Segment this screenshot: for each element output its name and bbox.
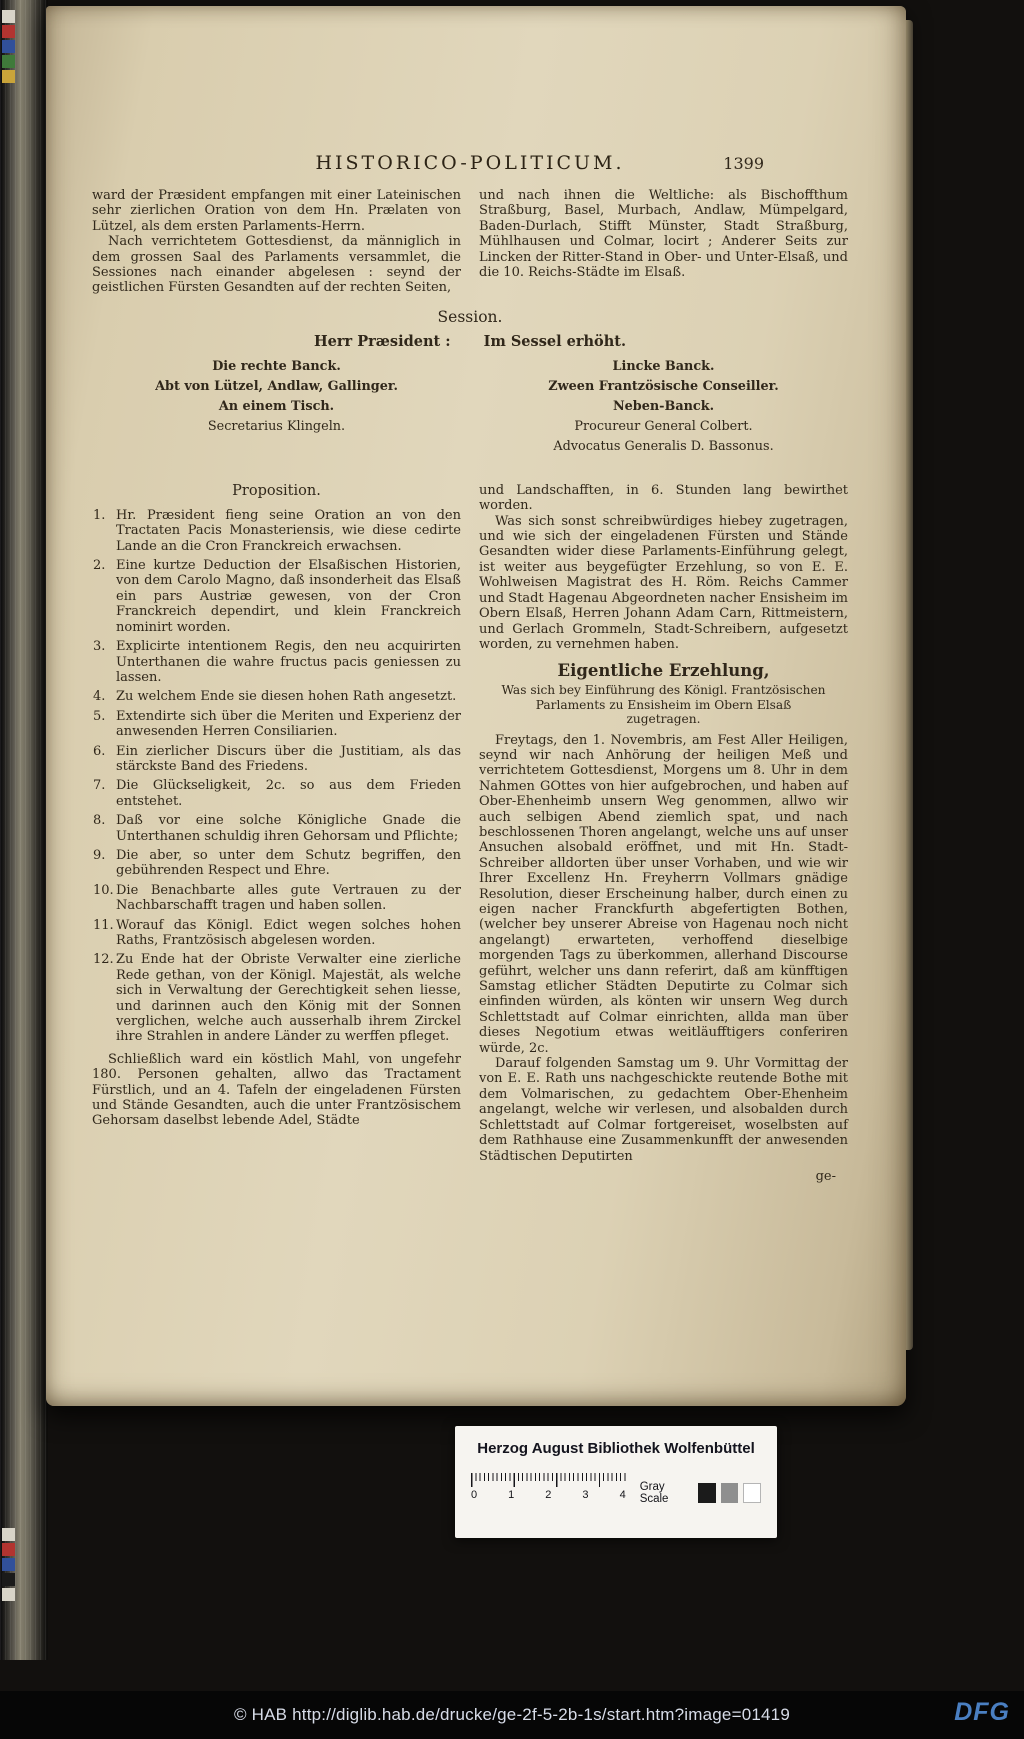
closing-paragraph: Schließlich ward ein köstlich Mahl, von ungefehr 180. Personen gehalten, allwo das Tractament Fürstlich, und an 4. Tafeln der eingeladenen Fürsten und Stände Gesandten, auch die unter Frantzösischem Gehorsam daselbst lebende Adel, Städte: [92, 1051, 461, 1129]
proposition-item: [92, 508, 461, 554]
calibration-patch: [2, 55, 15, 68]
bench-line: Secretarius Klingeln.: [207, 418, 346, 434]
calibration-patch: [2, 1573, 15, 1586]
card-scale-row: [471, 1473, 761, 1505]
paragraph: Darauf folgenden Samstag um 9. Uhr Vormittag der von E. E. Rath uns nachgeschickte reutende Bothe mit dem Volmarischen, zu gedachtem Ober-Ehenheim angelangt, welche wir verlesen, und alsobalden durch Schlettstadt auf Colmar fortgereiset, woselbsten auf dem Rathhause eine Zusammenkunfft der anwesenden Städtischen Deputirten: [479, 1056, 848, 1164]
viewer-footer: [0, 1691, 1024, 1739]
item-text: Die Glückseligkeit, 2c. so aus dem Frieden entstehet.: [116, 778, 461, 809]
item-number: 12.: [93, 952, 114, 968]
ruler-ticks: [471, 1473, 626, 1487]
item-number: 2.: [93, 558, 106, 574]
catchword: ge-: [815, 1168, 836, 1184]
narrative-subheading: Was sich bey Einführung des Königl. Frantzösischen Parlaments zu Ensisheim im Obern Elsaß zugetragen.: [501, 683, 826, 727]
item-number: 4.: [93, 689, 106, 705]
item-text: Die Benachbarte alles gute Vertrauen zu der Nachbarschafft tragen und haben sollen.: [116, 882, 461, 914]
scanned-page: [46, 6, 906, 1406]
paragraph: und nach ihnen die Weltliche: als Bischoffthum Straßburg, Basel, Murbach, Andlaw, Mümpelgard, Baden-Durlach, Stifft Münster, Stadt Straßburg, Mühlhausen und Colmar, locirt ; Anderer Seits zur Lincken der Ritter-Stand in Ober- und Unter-Elsaß, und die 10. Reichs-Städte im Elsaß.: [479, 188, 848, 281]
color-calibration-strip-top: [2, 10, 15, 83]
item-number: 11.: [93, 917, 114, 933]
bench-line: Advocatus Generalis D. Bassonus.: [553, 438, 774, 454]
scale-number: 4: [619, 1489, 626, 1501]
bench-line: Neben-Banck.: [612, 398, 715, 414]
book-edge: [0, 0, 48, 1660]
calibration-patch: [2, 70, 15, 83]
proposition-item: [92, 883, 461, 914]
item-number: 9.: [93, 847, 106, 863]
paragraph: Nach verrichtetem Gottesdienst, da männiglich in dem grossen Saal des Parlaments versammlet, die Sessiones nach einander abgelesen : seynd der geistlichen Fürsten Gesandten auf der rechten Seiten,: [92, 234, 461, 296]
calibration-patch: [2, 1543, 15, 1556]
calibration-patch: [2, 1528, 15, 1541]
library-card-title: Herzog August Bibliothek Wolfenbüttel: [477, 1440, 755, 1457]
page-content: [46, 152, 906, 1184]
proposition-item: [92, 744, 461, 775]
paragraph: ward der Præsident empfangen mit einer Lateinischen sehr zierlichen Oration von dem Hn. Prælaten von Lützel, als dem ersten Parlaments-Herrn.: [92, 188, 461, 234]
grayscale-swatch-gray: [721, 1483, 739, 1503]
item-number: 3.: [93, 639, 106, 655]
bench-line: Zween Frantzösische Conseiller.: [548, 378, 779, 394]
scale-number: 3: [582, 1489, 589, 1501]
body-column-right: [479, 471, 848, 1184]
proposition-heading: Proposition.: [232, 482, 321, 499]
item-number: 10.: [93, 882, 114, 898]
item-text: Zu Ende hat der Obriste Verwalter eine zierliche Rede gethan, von der Königl. Majestät, als welche sich in Verwaltung der Gerechtigkeit sehen liesse, und darinnen auch den König mit der Sonnen verglichen, welche auch ausserhalb ihrem Zirckel ihre Strahlen in andere Länder zu werffen pfleget.: [116, 952, 461, 1045]
bench-line: Abt von Lützel, Andlaw, Gallinger.: [155, 378, 398, 394]
dfg-logo: DFG: [954, 1698, 1010, 1726]
copyright-text: © HAB http://diglib.hab.de/drucke/ge-2f-5-2b-1s/start.htm?image=01419: [234, 1705, 790, 1724]
proposition-item: [92, 952, 461, 1044]
item-number: 8.: [93, 813, 106, 829]
item-text: Extendirte sich über die Meriten und Experienz der anwesenden Herren Consiliarien.: [116, 708, 461, 740]
intro-column-right: [479, 188, 848, 296]
page-header: [92, 152, 848, 174]
bench-line: Procureur General Colbert.: [574, 418, 753, 434]
session-benches: [92, 357, 848, 457]
item-text: Daß vor eine solche Königliche Gnade die Unterthanen schuldig ihren Gehorsam und Pflichte;: [116, 813, 461, 844]
item-number: 7.: [93, 778, 106, 794]
page-number: 1399: [723, 154, 764, 173]
library-card: [455, 1426, 777, 1538]
president-label: Herr Præsident :: [313, 332, 451, 350]
paragraph: Freytags, den 1. Novembris, am Fest Aller Heiligen, seynd wir nach Anhörung der heiligen Meß und verrichtetem Gottesdienst, Morgens um 8. Uhr in dem Nahmen GOttes von hier aufgebrochen, und haben auf Ober-Ehenheimb unsern Weg genommen, allwo wir auch selbigen Abend ziemlich spat, und nach beschlossenen Thoren angelangt, welche uns auf unser Ansuchen alsobald eröffnet, und mit Hn. Stadt-Schreiber alldorten über unser Vorhaben, und wie wir Ihrer Excellenz Hn. Freyherrn Vollmars gnädige Resolution, dieser Erscheinung halber, durch einen zu eigen nacher Franckfurth abgefertigten Bothen, (welcher bey unserer Abreise von Hagenau noch nicht angelangt) erwarteten, verhoffend dieselbige morgenden Tags zu überkommen, allerhand Discourse geführt, welcher uns dann referirt, daß am künfftigen Samstag etlicher Städten Deputirte zu Colmar sich einfinden würden, als könten wir unsern Weg durch Schlettstadt auf Colmar einrichten, allda man über dieses Negotium etwas weitläufftigers conferiren würde, 2c.: [479, 732, 848, 1056]
calibration-patch: [2, 1588, 15, 1601]
proposition-item: [92, 918, 461, 949]
proposition-item: [92, 813, 461, 844]
ruler-numbers: [471, 1489, 626, 1501]
scale-number: 1: [508, 1489, 515, 1501]
session-heading: Session.: [437, 307, 503, 326]
grayscale-swatch-white: [743, 1483, 761, 1503]
item-number: 5.: [93, 708, 106, 724]
color-calibration-strip-bottom: [2, 1528, 15, 1601]
item-text: Explicirte intentionem Regis, den neu acquirirten Unterthanen die wahre fructus pacis geniessen zu lassen.: [116, 639, 461, 685]
president-line: [92, 333, 848, 350]
item-text: Hr. Præsident fieng seine Oration an von den Tractaten Pacis Monasteriensis, wie diese cedirte Lande an die Cron Franckreich erwachsen.: [116, 507, 461, 554]
intro-row: [92, 188, 848, 296]
calibration-patch: [2, 10, 15, 23]
calibration-patch: [2, 1558, 15, 1571]
ruler-scale: [471, 1473, 626, 1501]
gray-scale: [640, 1481, 761, 1505]
proposition-item: [92, 778, 461, 809]
proposition-item: [92, 848, 461, 879]
gray-scale-label: Gray Scale: [639, 1481, 669, 1505]
bench-list-left: [92, 357, 461, 457]
bench-line: Die rechte Banck.: [212, 358, 341, 374]
body-column-left: [92, 471, 461, 1184]
page-title: HISTORICO-POLITICUM.: [315, 152, 625, 174]
proposition-item: [92, 639, 461, 685]
item-text: Worauf das Königl. Edict wegen solches hohen Raths, Frantzösisch abgelesen worden.: [116, 917, 461, 948]
proposition-item: [92, 558, 461, 635]
president-status: Im Sessel erhöht.: [483, 332, 627, 350]
item-text: Ein zierlicher Discurs über die Justitiam, als das stärckste Band des Friedens.: [116, 743, 461, 774]
proposition-item: [92, 709, 461, 740]
calibration-patch: [2, 25, 15, 38]
paragraph: Was sich sonst schreibwürdiges hiebey zugetragen, und wie sich der eingeladenen Fürsten und Stände Gesandten wider diese Parlaments-Einführung gelegt, ist weiter aus beygefügter Erzehlung, so von E. E. Wohlweisen Magistrat des H. Röm. Reichs Cammer und Stadt Hagenau Abgeordneten nacher Ensisheim im Obern Elsaß, Herren Johann Adam Carn, Rittmeistern, und Gerlach Grommeln, Stadt-Schreibern, aufgesetzt worden, zu vernehmen haben.: [479, 513, 848, 652]
item-text: Die aber, so unter dem Schutz begriffen, den gebührenden Respect und Ehre.: [116, 847, 461, 879]
item-text: Zu welchem Ende sie diesen hohen Rath angesetzt.: [116, 689, 457, 705]
item-text: Eine kurtze Deduction der Elsaßischen Historien, von dem Carolo Magno, daß insonderheit das Elsaß ein pars Austriæ gewesen, von der Cron Franckreich dependirt, und klein Franckreich nominirt worden.: [116, 558, 461, 635]
bench-list-right: [479, 357, 848, 457]
bench-line: Lincke Banck.: [612, 358, 715, 374]
session-section: [92, 308, 848, 457]
item-number: 6.: [93, 743, 106, 759]
scale-number: 0: [471, 1489, 478, 1501]
narrative-heading: Eigentliche Erzehlung,: [557, 661, 770, 681]
proposition-item: [92, 689, 461, 704]
grayscale-swatch-black: [698, 1483, 716, 1503]
bench-line: An einem Tisch.: [218, 398, 335, 414]
intro-column-left: [92, 188, 461, 296]
scale-number: 2: [545, 1489, 552, 1501]
item-number: 1.: [93, 507, 106, 523]
calibration-patch: [2, 40, 15, 53]
body-row: [92, 471, 848, 1184]
paragraph: und Landschafften, in 6. Stunden lang bewirthet worden.: [479, 482, 848, 514]
